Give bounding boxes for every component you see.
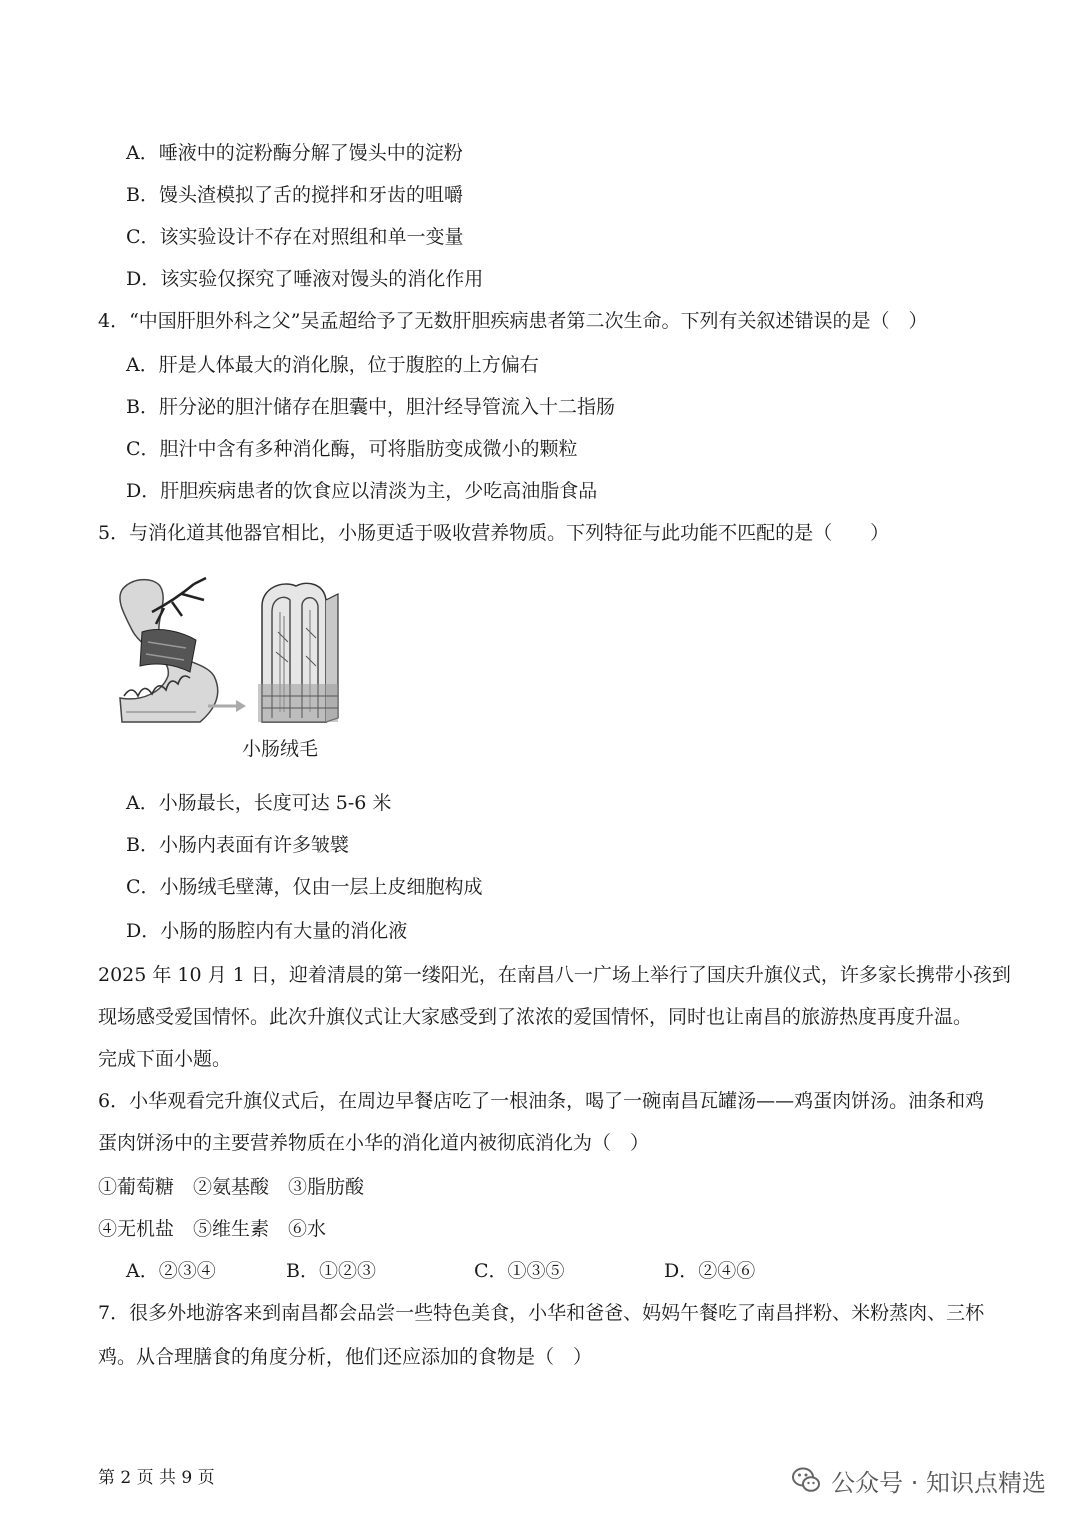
q6-stem-line-1: 6．小华观看完升旗仪式后，在周边早餐店吃了一根油条，喝了一碗南昌瓦罐汤——鸡蛋肉饼汤。油条和鸡 [98,1090,985,1112]
q6-items-line-1: ①葡萄糖 ②氨基酸 ③脂肪酸 [98,1176,365,1198]
q6-choices [126,1258,886,1284]
passage-line-1: 2025 年 10 月 1 日，迎着清晨的第一缕阳光，在南昌八一广场上举行了国庆升旗仪式，许多家长携带小孩到 [98,964,1011,986]
q4-option-c: C．胆汁中含有多种消化酶，可将脂肪变成微小的颗粒 [126,438,578,460]
q7-stem-line-2: 鸡。从合理膳食的角度分析，他们还应添加的食物是（ ） [98,1346,593,1368]
q3-option-a: A．唾液中的淀粉酶分解了馒头中的淀粉 [126,142,463,164]
q5-option-c: C．小肠绒毛壁薄，仅由一层上皮细胞构成 [126,876,483,898]
q3-option-c: C．该实验设计不存在对照组和单一变量 [126,226,464,248]
q4-option-a: A．肝是人体最大的消化腺，位于腹腔的上方偏右 [126,354,539,376]
page-number: 第 2 页 共 9 页 [98,1468,215,1488]
q6-stem-line-2: 蛋肉饼汤中的主要营养物质在小华的消化道内被彻底消化为（ ） [98,1132,650,1154]
figure-caption: 小肠绒毛 [242,738,319,760]
q6-choice-a: A．②③④ [126,1260,216,1282]
q5-option-d: D．小肠的肠腔内有大量的消化液 [126,920,408,942]
wechat-icon [791,1465,821,1495]
q3-option-d: D．该实验仅探究了唾液对馒头的消化作用 [126,268,484,290]
small-intestine-villi-figure [112,572,352,732]
q4-option-b: B．肝分泌的胆汁储存在胆囊中，胆汁经导管流入十二指肠 [126,396,615,418]
passage-line-2: 现场感受爱国情怀。此次升旗仪式让大家感受到了浓浓的爱国情怀，同时也让南昌的旅游热度再度升温。 [98,1006,973,1028]
q5-stem: 5．与消化道其他器官相比，小肠更适于吸收营养物质。下列特征与此功能不匹配的是（ ） [98,522,890,544]
watermark-text: 公众号 · 知识点精选 [831,1468,1046,1497]
q5-option-a: A．小肠最长，长度可达 5-6 米 [126,792,392,814]
q4-option-d: D．肝胆疾病患者的饮食应以清淡为主，少吃高油脂食品 [126,480,598,502]
q6-choice-b: B．①②③ [286,1260,376,1282]
q4-stem: 4．“中国肝胆外科之父”吴孟超给予了无数肝胆疾病患者第二次生命。下列有关叙述错误的是（ ） [98,310,928,332]
q6-items-line-2: ④无机盐 ⑤维生素 ⑥水 [98,1218,327,1240]
q7-stem-line-1: 7．很多外地游客来到南昌都会品尝一些特色美食，小华和爸爸、妈妈午餐吃了南昌拌粉、米粉蒸肉、三杯 [98,1302,985,1324]
q5-option-b: B．小肠内表面有许多皱襞 [126,834,349,856]
passage-line-3: 完成下面小题。 [98,1048,232,1070]
watermark [791,1460,1046,1500]
q6-choice-d: D．②④⑥ [664,1260,756,1282]
q6-choice-c: C．①③⑤ [474,1260,565,1282]
q3-option-b: B．馒头渣模拟了舌的搅拌和牙齿的咀嚼 [126,184,463,206]
